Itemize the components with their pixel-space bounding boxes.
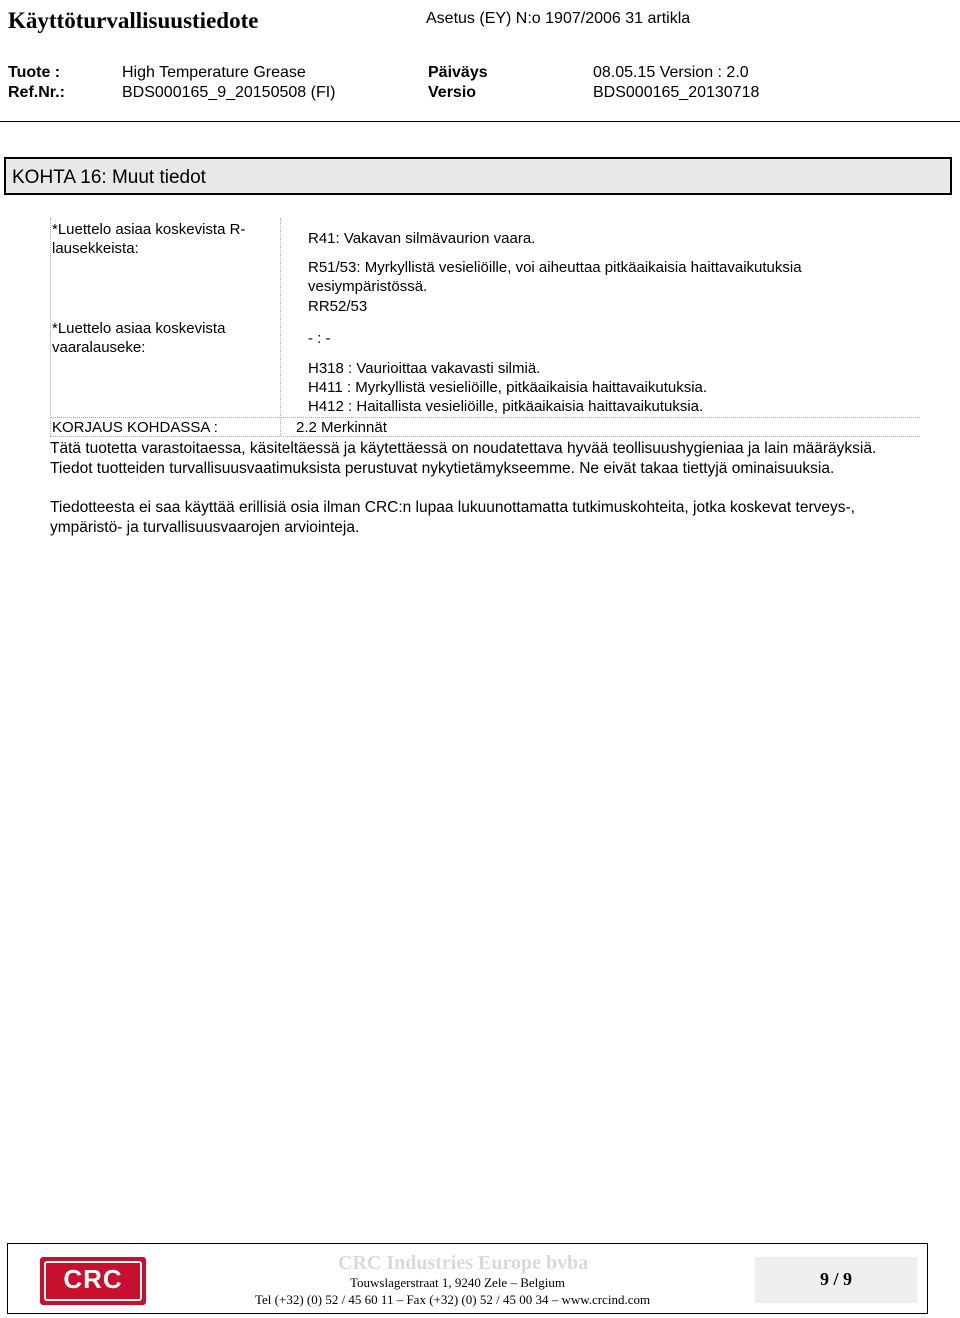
section-title: KOHTA 16: Muut tiedot	[12, 167, 206, 188]
ref-label: Ref.Nr.:	[8, 84, 65, 101]
document-title: Käyttöturvallisuustiedote	[8, 8, 259, 33]
h-phrases-separator: - : -	[308, 330, 331, 347]
table-left-border	[50, 218, 51, 436]
product-label: Tuote :	[8, 64, 61, 81]
ref-value: BDS000165_9_20150508 (FI)	[122, 84, 336, 101]
table-row-divider	[50, 417, 920, 418]
r-phrase: R51/53: Myrkyllistä vesieliöille, voi aiheuttaa pitkäaikaisia haittavaikutuksia	[308, 259, 802, 276]
version-value: BDS000165_20130718	[593, 84, 760, 101]
company-contact: Tel (+32) (0) 52 / 45 60 11 – Fax (+32) (0) 52 / 45 00 34 – www.crcind.com	[255, 1292, 651, 1307]
date-value: 08.05.15 Version : 2.0	[593, 64, 749, 81]
company-address: Touwslagerstraat 1, 9240 Zele – Belgium	[350, 1275, 565, 1290]
disclaimer-paragraph: Tätä tuotetta varastoitaessa, käsiteltäessä ja käytettäessä on noudatettava hyvää teollisuushygieniaa ja lain määräyksiä. Tiedot tuotteiden turvallisuusvaatimuksista perustuvat nykytietämykseemme. Ne eivät takaa tiettyjä ominaisuuksia.	[50, 440, 877, 477]
page-number: 9 / 9	[819, 1269, 852, 1289]
version-label: Versio	[428, 84, 477, 101]
logo-text: CRC	[63, 1264, 123, 1294]
r-phrase: vesiympäristössä.	[308, 278, 428, 295]
correction-label: KORJAUS KOHDASSA :	[52, 419, 218, 436]
r-phrases-label: *Luettelo asiaa koskevista R-lausekkeista:	[52, 221, 246, 257]
crc-logo	[40, 1257, 146, 1305]
product-value: High Temperature Grease	[122, 64, 306, 81]
r-phrase: R41: Vakavan silmävaurion vaara.	[308, 230, 536, 247]
r-phrase: RR52/53	[308, 298, 368, 315]
table-bottom-border	[50, 436, 920, 437]
company-name: CRC Industries Europe bvba	[338, 1252, 589, 1274]
correction-value: 2.2 Merkinnät	[296, 419, 387, 436]
header-divider	[0, 121, 960, 122]
h-phrase: H318 : Vaurioittaa vakavasti silmiä.	[308, 360, 541, 377]
usage-paragraph: Tiedotteesta ei saa käyttää erillisiä osia ilman CRC:n lupaa lukuunottamatta tutkimuskohteita, jotka koskevat terveys-, ympäristö- ja turvallisuusvaarojen arviointeja.	[50, 499, 855, 536]
page-number-box	[755, 1257, 917, 1303]
section-header	[4, 157, 952, 195]
h-phrase: H411 : Myrkyllistä vesieliöille, pitkäaikaisia haittavaikutuksia.	[308, 379, 708, 396]
date-label: Päiväys	[428, 64, 488, 81]
h-phrases-label: *Luettelo asiaa koskevista vaaralauseke:	[52, 320, 226, 356]
h-phrase: H412 : Haitallista vesieliöille, pitkäaikaisia haittavaikutuksia.	[308, 398, 704, 415]
regulation-reference: Asetus (EY) N:o 1907/2006 31 artikla	[426, 10, 691, 27]
